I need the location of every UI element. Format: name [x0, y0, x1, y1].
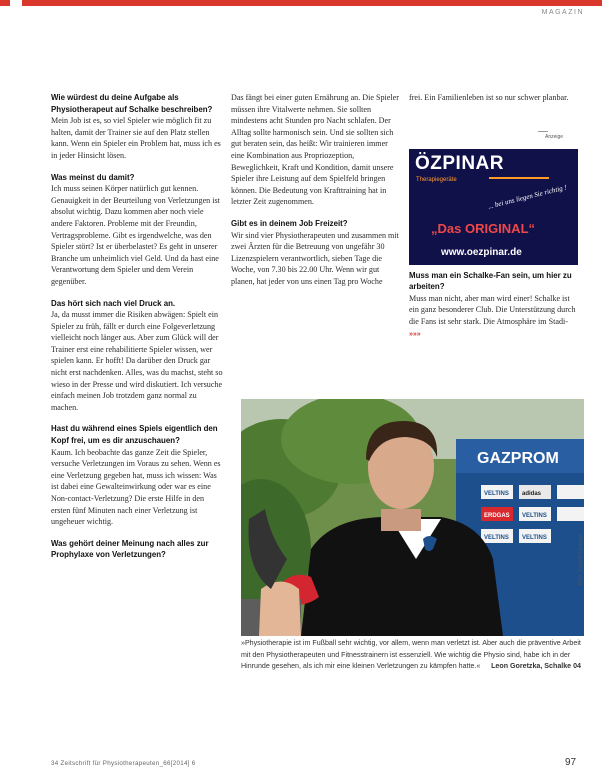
interview-answer: Kaum. Ich beobachte das ganze Zeit die Spieler, versuche Verletzungen im Voraus zu sehen. Wenn es eine Verletzung gegeben hat, muss ich wissen: Was ist dabei eine Gewalteinwirkung oder war es eine Non-contact-Verletzung? Die erste Hilfe in den ersten fünf Minuten nach einer Verletzung ist ungeheuer wichtig. — [51, 447, 221, 527]
column-1 — [51, 92, 223, 561]
photo-illustration — [241, 399, 584, 636]
ad-stripe — [489, 177, 549, 179]
interview-photo — [241, 399, 584, 636]
board-word: adidas — [522, 491, 542, 497]
photo-credit: Foto: Josef Bouwmann — [578, 533, 584, 585]
advertisement[interactable] — [409, 149, 578, 265]
page-number: 97 — [565, 757, 577, 768]
column-2 — [231, 92, 403, 298]
interview-question: Wie würdest du deine Aufgabe als Physiotherapeut auf Schalke beschreiben? — [51, 93, 213, 114]
interview-answer: frei. Ein Familienleben ist so nur schwer planbar. — [409, 93, 569, 102]
ad-subtitle: Therapiegeräte — [416, 177, 457, 183]
ad-url[interactable]: www.oezpinar.de — [441, 247, 522, 258]
board-word: ERDGAS — [484, 513, 510, 519]
interview-question: Was gehört deiner Meinung nach alles zur Prophylaxe von Verletzungen? — [51, 538, 209, 560]
top-accent-gap — [10, 0, 22, 6]
interview-question: Hast du während eines Spiels eigentlich den Kopf frei, um es dir anzuschauen? — [51, 424, 218, 446]
interview-answer: Das fängt bei einer guten Ernährung an. Die Spieler müssen ihre Vitalwerte nehmen. Sie sollten mindestens acht Stunden pro Nacht schlafen. Der Alltag sollte harmonisch sein. Und sie sollten sich gut beraten sein, das heißt: Wir trainieren immer eine Kombination aus Propriozeption, Beweglichkeit, Kraft und Kondition, damit unsere Spieler ihre Leistung auf dem Spielfeld bringen können. Die Bedeutung von Krafttraining hat in letzter Zeit zugenommen. — [231, 93, 399, 207]
continue-marker: »»» — [409, 330, 421, 338]
ad-slogan: ... bei uns liegen Sie richtig ! — [487, 183, 568, 211]
interview-answer: Ich muss seinen Körper natürlich gut kennen. Genauigkeit in der Beurteilung von Verletzungen ist absolut wichtig. Dazu kommen aber noch viele andere Faktoren. Probleme mit der Freundin, Vertragsprobleme. Gibt es irgendwelche, was den Spieler stört? Ist er überbelastet? Es geht in unserer Branche um unheimlich viel Geld. Und da hast eine Verantwortung dem Spieler und dem Verein gegenüber. — [51, 184, 220, 286]
interview-question: Muss man ein Schalke-Fan sein, um hier zu arbeiten? — [409, 270, 572, 292]
interview-question: Gibt es in deinem Job Freizeit? — [231, 218, 348, 228]
interview-answer — [409, 293, 581, 340]
interview-answer-text: Muss man nicht, aber man wird einer! Schalke ist ein ganz besonderer Club. Die Unterstützung durch die Fans ist sehr stark. Die Atmosphäre im Stadi- — [409, 293, 576, 326]
board-word: VELTINS — [484, 535, 509, 541]
top-accent-bar — [0, 0, 602, 6]
caption-text: »Physiotherapie ist im Fußball sehr wichtig, vor allem, wenn man verletzt ist. Aber auch die präventive Arbeit mit den Physiotherapeuten und Fitnesstrainern ist essenziell. Wie wichtig die Physio sind, habe ich in der Hinrunde gesehen, als ich mir eine kleinen Verletzungen zu kämpfen hatte.« — [241, 639, 581, 670]
interview-answer: Ja, da musst immer die Risiken abwägen: Spielt ein Spieler zu früh, fällt er durch eine Folgeverletzung vielleicht noch länger aus. Aber zum Glück will der Trainer erst eine rehabilitierte Spieler wissen, wer spielen kann. Er hofft! Da darüber den Druck gar nicht erst nachdenken. Alles, was du machst, steht so wieso in der Presse und wird diskutiert. Ich versuche einfach meinen Job trotzdem ganz normal zu machen. — [51, 310, 223, 412]
interview-question: Was meinst du damit? — [51, 172, 135, 182]
caption-author: Leon Goretzka, Schalke 04 — [491, 662, 581, 670]
section-label: MAGAZIN — [541, 9, 584, 16]
board-word: VELTINS — [522, 535, 547, 541]
ad-label: Anzeige — [545, 134, 564, 140]
interview-answer: Wir sind vier Physiotherapeuten und zusammen mit zwei Ärzten für die Betreuung von ungefähr 30 Lizenzspielern verantwortlich, sieben Tage die Woche, von 7.30 bis 22.00 Uhr. Wenn wir gut planen, hat jeder von uns einen Tag pro Woche — [231, 230, 399, 286]
ad-original: „Das ORIGINAL“ — [431, 221, 536, 236]
interview-answer: Mein Job ist es, so viel Spieler wie möglich fit zu halten, damit der Trainer sie auf den Platz stellen kann. Wenn ein Spieler ein Problem hat, muss ich es in jeder Hinsicht lösen. — [51, 116, 221, 160]
footer-journal: 34 Zeitschrift für Physiotherapeuten_66[2014] 6 — [51, 760, 196, 767]
interview-question: Das hört sich nach viel Druck an. — [51, 298, 176, 308]
board-word: VELTINS — [484, 491, 509, 497]
photo-sponsor-text: GAZPROM — [477, 450, 559, 467]
board-word: VELTINS — [522, 513, 547, 519]
ad-brand: ÖZPINAR — [415, 153, 504, 174]
ad-label-rule — [538, 131, 548, 132]
photo-caption — [241, 638, 581, 673]
